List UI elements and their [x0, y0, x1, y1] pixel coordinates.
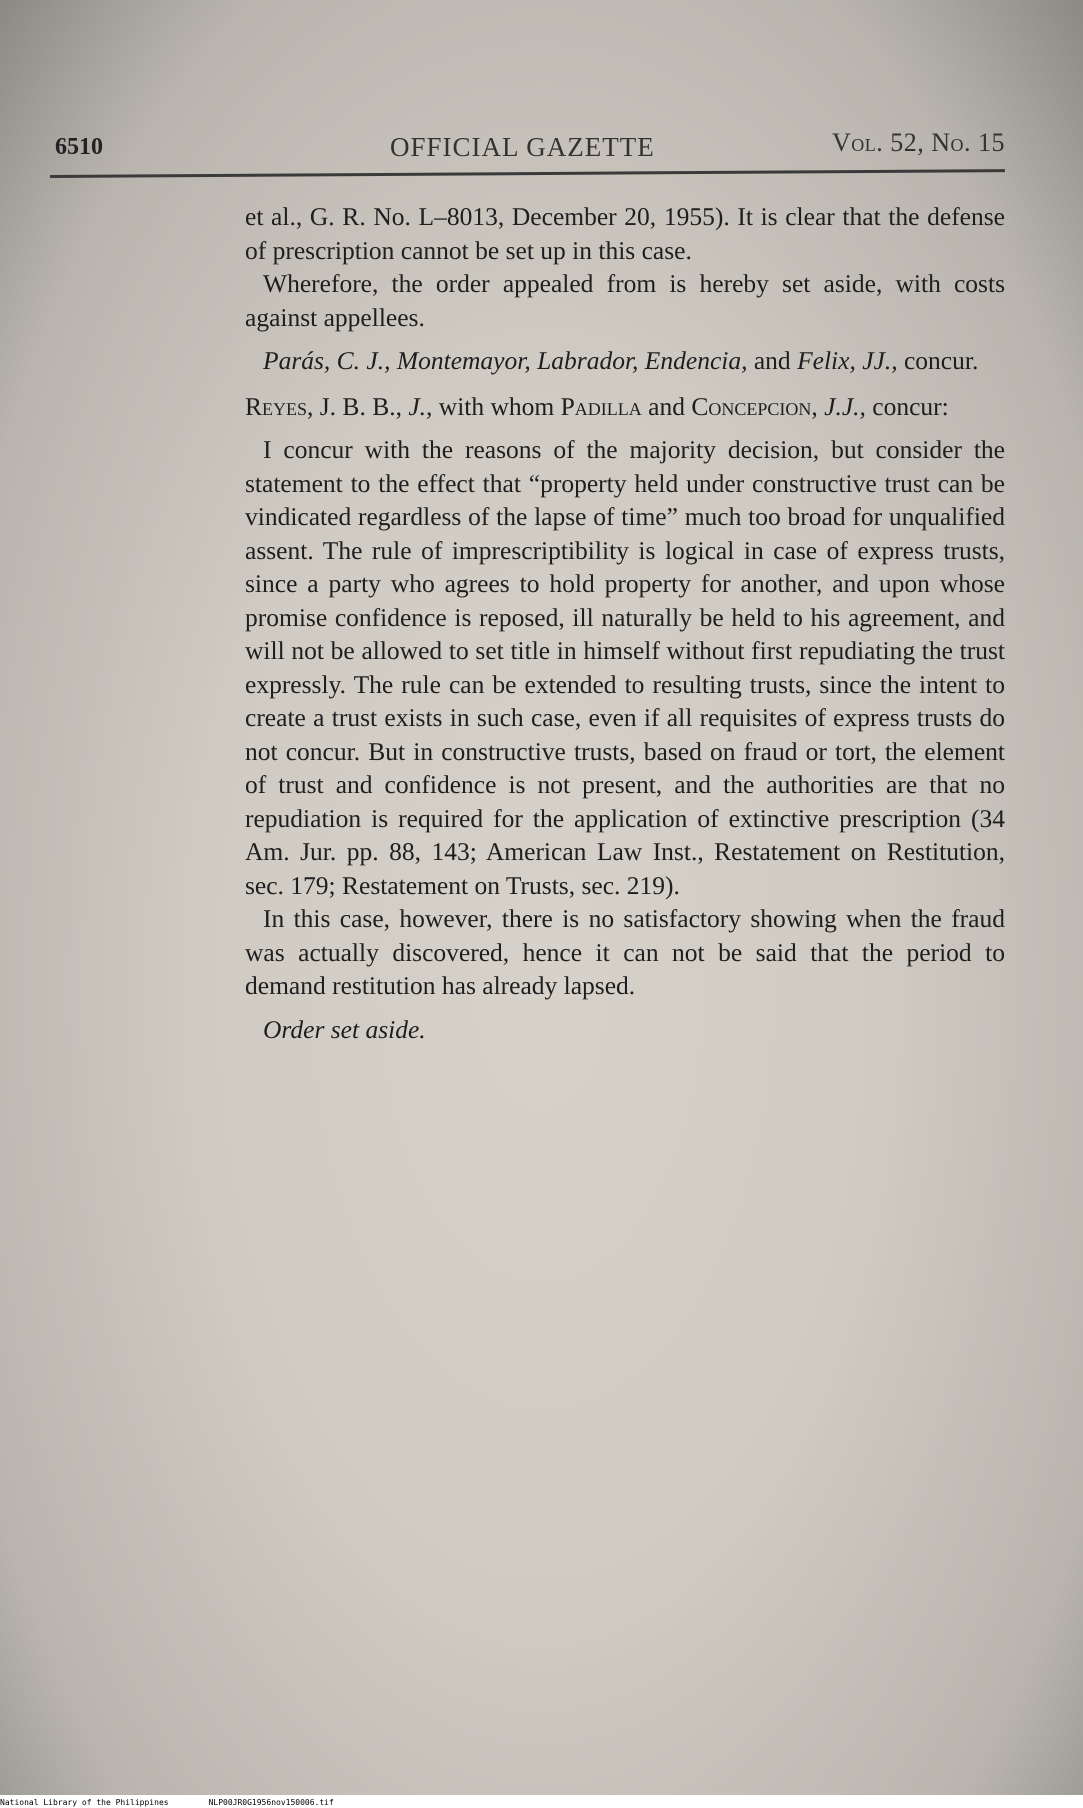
page-body: [245, 200, 1005, 1046]
author-title: J.,: [408, 391, 433, 421]
author-name: Reyes, J. B. B.,: [245, 391, 402, 421]
with-whom: with whom: [438, 391, 555, 421]
justice-padilla: Padilla: [560, 391, 642, 421]
paragraph-opinion: I concur with the reasons of the majority decision, but consider the statement to the effect that “property held under constructive trust can be vindicated regardless of the lapse of time” much too broad for unqualified assent. The rule of imprescriptibility is logical in case of express trusts, since a party who agrees to hold property for another, and upon whose promise confidence is reposed, ill naturally be held to his agreement, and will not be allowed to set title in himself without first repudiating the trust expressly. The rule can be extended to resulting trusts, since the intent to create a trust exists in such case, even if all requisites of express trusts do not concur. But in constructive trusts, based on fraud or tort, the element of trust and confidence is not present, and the authorities are that no repudiation is required for the application of extinctive prescription (34 Am. Jur. pp. 88, 143; American Law Inst., Restatement on Restitution, sec. 179; Restatement on Trusts, sec. 219).: [245, 435, 1005, 900]
justice-concepcion: Concepcion,: [691, 391, 818, 421]
conjunction: and: [753, 346, 791, 375]
concur-word: concur.: [903, 346, 979, 375]
paragraph-conclusion: In this case, however, there is no satisfactory showing when the fraud was actually discovered, hence it can not be said that the period to demand restitution has already lapsed.: [245, 904, 1005, 1000]
conjunction-2: and: [648, 391, 685, 421]
header-rule: [50, 169, 1005, 178]
volume-number: Vol. 52, No. 15: [831, 128, 1005, 157]
paragraph-citation: et al., G. R. No. L–8013, December 20, 1955). It is clear that the defense of prescription cannot be set up in this case.: [245, 202, 1005, 265]
justice-felix: Felix, JJ.,: [797, 346, 898, 375]
justices-names: Parás, C. J., Montemayor, Labrador, Endencia,: [263, 346, 748, 375]
paragraph-concurrence-justices: [245, 344, 1005, 378]
paragraph-disposition: Wherefore, the order appealed from is hereby set aside, with costs against appellees.: [245, 269, 1005, 332]
concur-colon: concur:: [872, 391, 949, 421]
scan-footer: [0, 1797, 1083, 1808]
paragraph-order: Order set aside.: [263, 1014, 426, 1044]
paragraph-opinion-heading: [245, 390, 1005, 424]
journal-title: OFFICIAL GAZETTE: [390, 132, 655, 162]
justices-title: J.J.,: [824, 391, 866, 421]
page-header: [55, 128, 1005, 168]
file-name: NLP00JR0G1956nov150006.tif: [208, 1798, 334, 1807]
page-number: 6510: [55, 134, 103, 160]
library-name: National Library of the Philippines: [0, 1798, 169, 1807]
